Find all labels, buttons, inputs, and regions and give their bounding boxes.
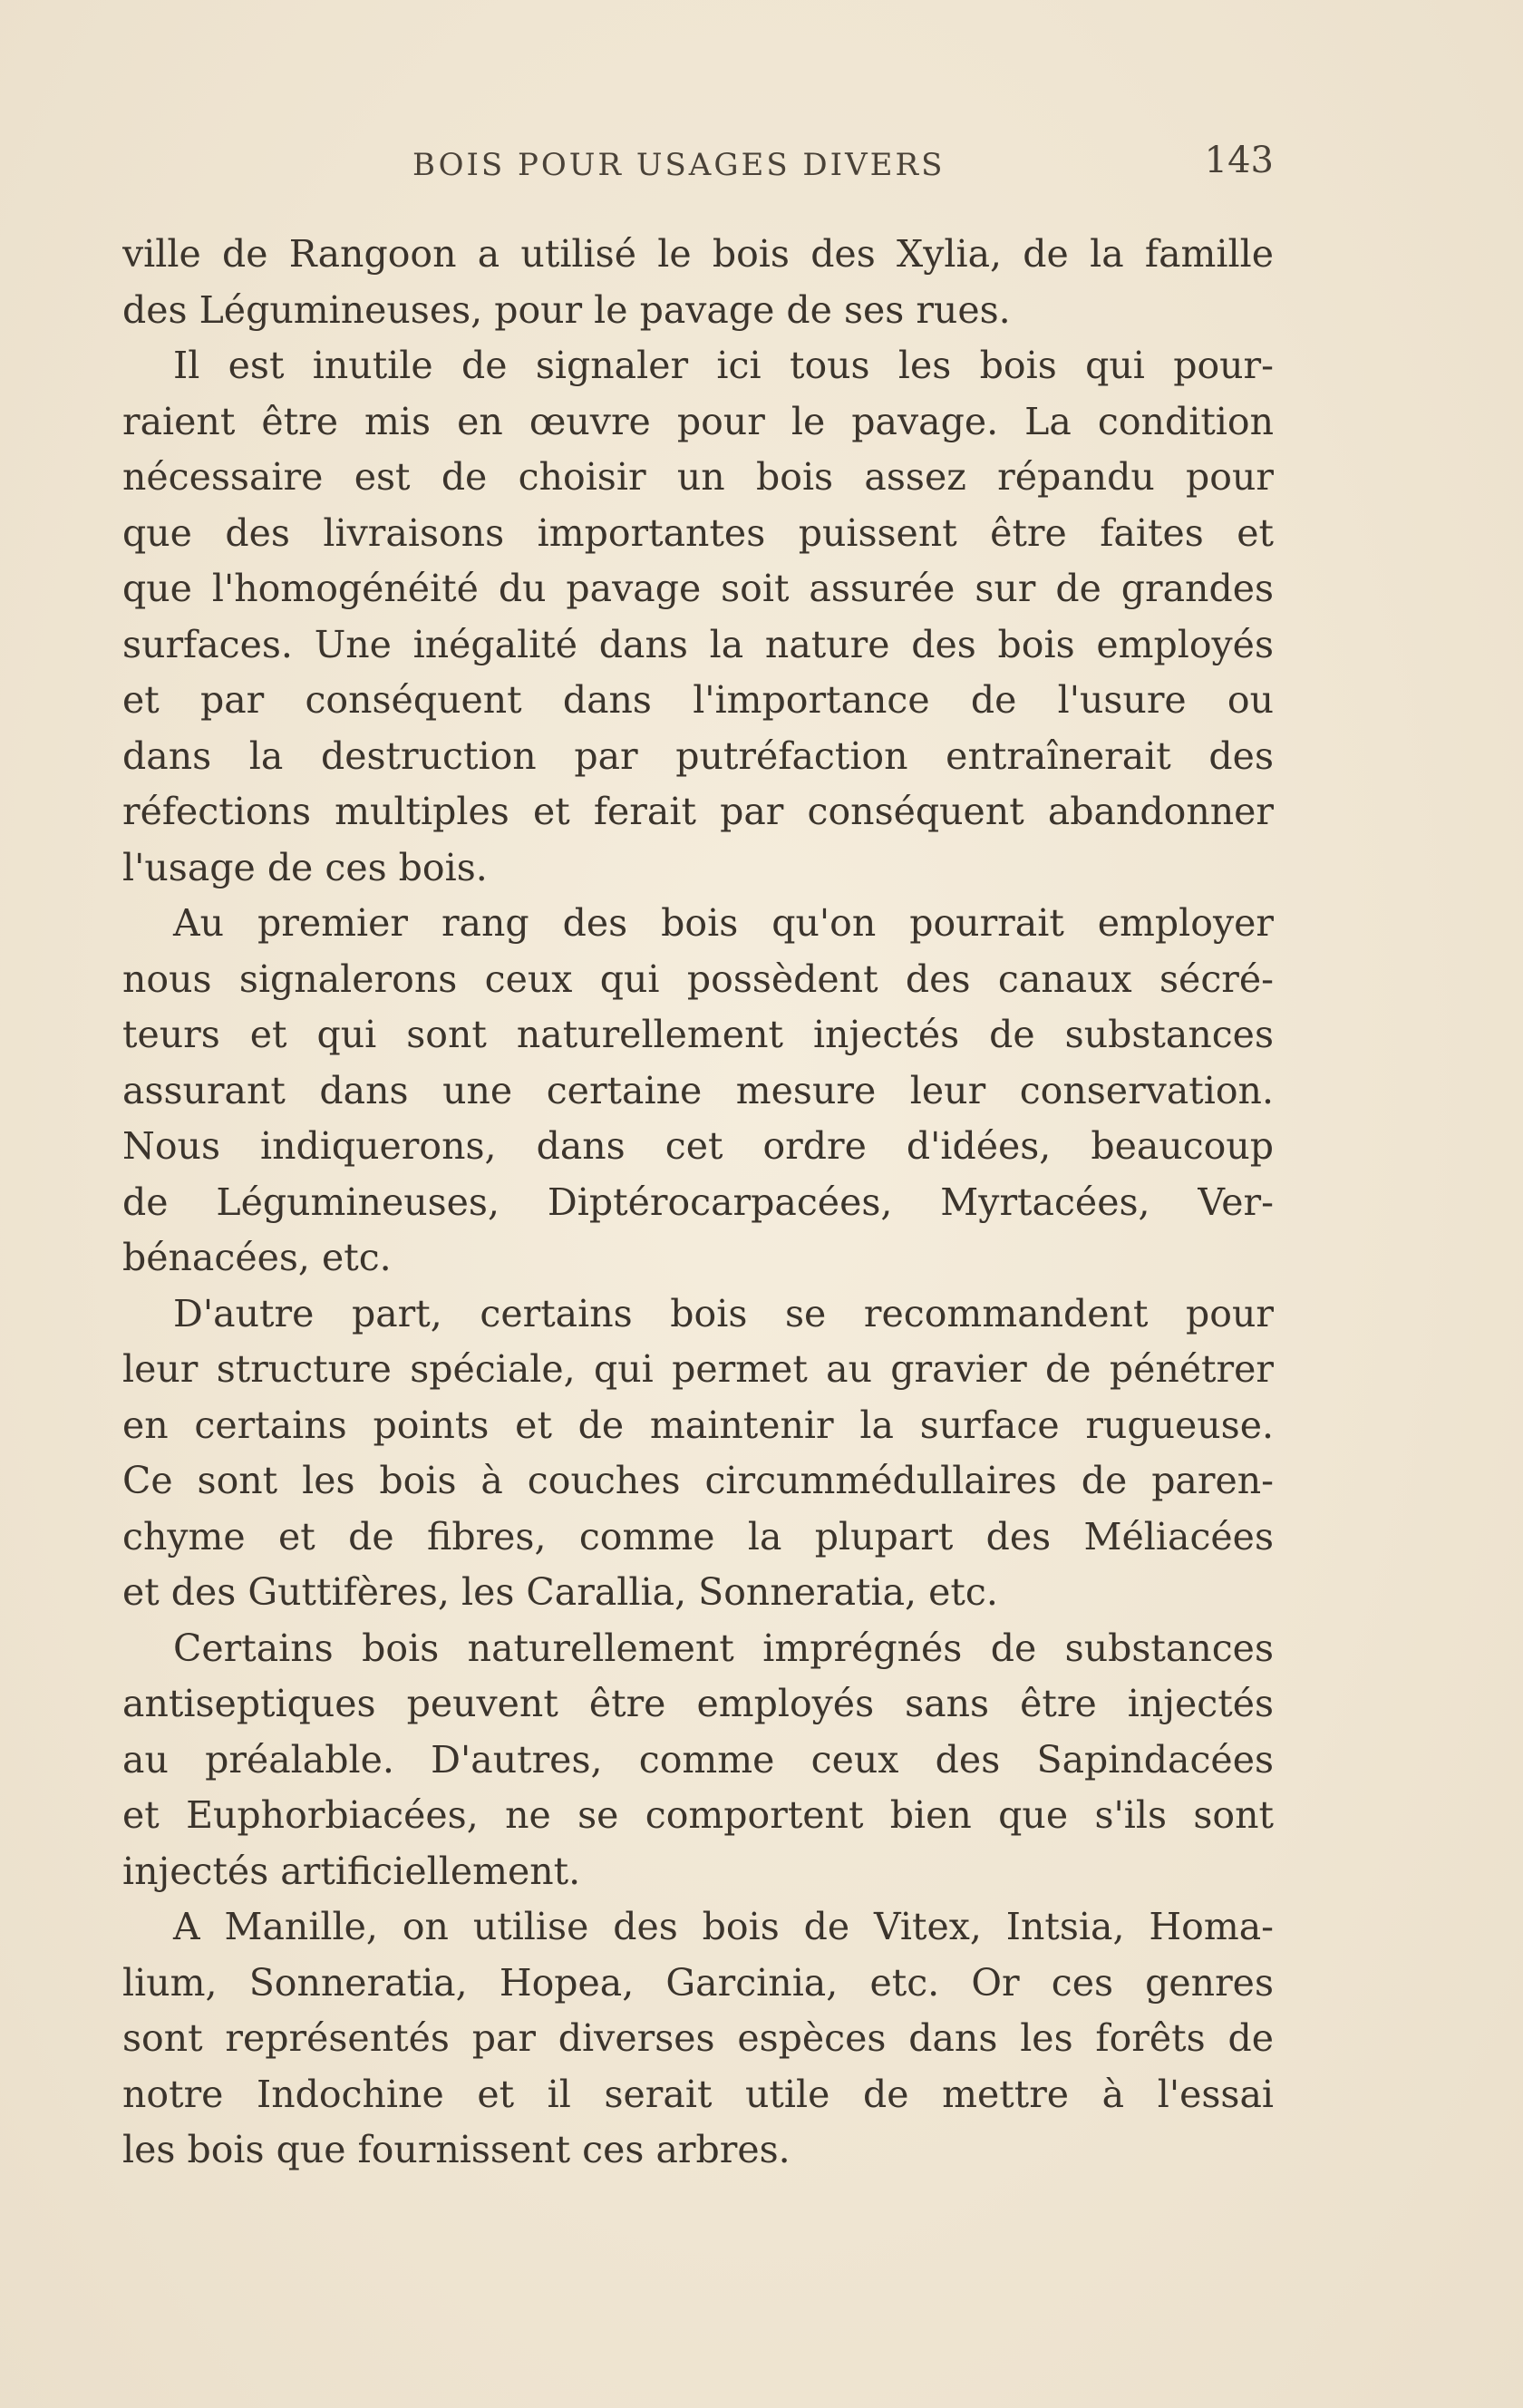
text-line: Nous indiquerons, dans cet ordre d'idées, beaucoup	[122, 1124, 1274, 1168]
text-line: nécessaire est de choisir un bois assez répandu pour	[122, 455, 1274, 499]
text-line: que des livraisons importantes puissent être faites et	[122, 510, 1274, 555]
text-line: teurs et qui sont naturellement injectés de substances	[122, 1013, 1274, 1056]
text-line: et par conséquent dans l'importance de l'usure ou	[122, 678, 1274, 722]
text-line: raient être mis en œuvre pour le pavage. La condition	[122, 399, 1274, 443]
text-line: que l'homogénéité du pavage soit assurée sur de grandes	[122, 567, 1274, 610]
page-number: 143	[1204, 140, 1274, 181]
text-line: notre Indochine et il serait utile de mettre à l'essai	[122, 2072, 1274, 2116]
text-line: ville de Rangoon a utilisé le bois des Xylia, de la famille	[122, 232, 1274, 276]
text-line: surfaces. Une inégalité dans la nature des bois employés	[122, 622, 1274, 666]
running-head	[122, 136, 1274, 190]
text-line: Il est inutile de signaler ici tous les bois qui pour-	[173, 344, 1274, 387]
running-title: BOIS POUR USAGES DIVERS	[412, 147, 946, 183]
text-line: et des Guttifères, les Carallia, Sonneratia, etc.	[122, 1570, 998, 1614]
text-line: nous signalerons ceux qui possèdent des canaux sécré-	[122, 956, 1274, 1001]
text-line: les bois que fournissent ces arbres.	[122, 2128, 791, 2171]
text-line: des Légumineuses, pour le pavage de ses rues.	[122, 287, 1011, 332]
text-line: et Euphorbiacées, ne se comportent bien que s'ils sont	[122, 1793, 1274, 1837]
body-text	[122, 227, 1274, 2179]
text-line: dans la destruction par putréfaction entraînerait des	[122, 733, 1274, 778]
text-line: A Manille, on utilise des bois de Vitex, Intsia, Homa-	[173, 1905, 1274, 1948]
text-line: injectés artificiellement.	[122, 1849, 581, 1893]
text-line: de Légumineuses, Diptérocarpacées, Myrtacées, Ver-	[122, 1180, 1274, 1224]
text-line: sont représentés par diverses espèces dans les forêts de	[122, 2016, 1274, 2060]
text-line: D'autre part, certains bois se recommandent pour	[173, 1291, 1274, 1335]
text-line: réfections multiples et ferait par conséquent abandonner	[122, 790, 1274, 833]
text-line: chyme et de fibres, comme la plupart des Méliacées	[122, 1514, 1274, 1558]
text-line: Au premier rang des bois qu'on pourrait employer	[173, 901, 1274, 945]
text-line: Ce sont les bois à couches circummédullaires de paren-	[122, 1459, 1274, 1502]
text-line: leur structure spéciale, qui permet au gravier de pénétrer	[122, 1347, 1274, 1391]
text-line: au préalable. D'autres, comme ceux des Sapindacées	[122, 1737, 1274, 1782]
text-line: en certains points et de maintenir la surface rugueuse.	[122, 1403, 1274, 1447]
text-line: Certains bois naturellement imprégnés de substances	[173, 1626, 1274, 1670]
text-line: antiseptiques peuvent être employés sans être injectés	[122, 1682, 1274, 1725]
text-line: bénacées, etc.	[122, 1236, 392, 1279]
text-line: lium, Sonneratia, Hopea, Garcinia, etc. Or ces genres	[122, 1960, 1274, 2005]
text-line: l'usage de ces bois.	[122, 845, 488, 889]
text-line: assurant dans une certaine mesure leur conservation.	[122, 1068, 1274, 1112]
